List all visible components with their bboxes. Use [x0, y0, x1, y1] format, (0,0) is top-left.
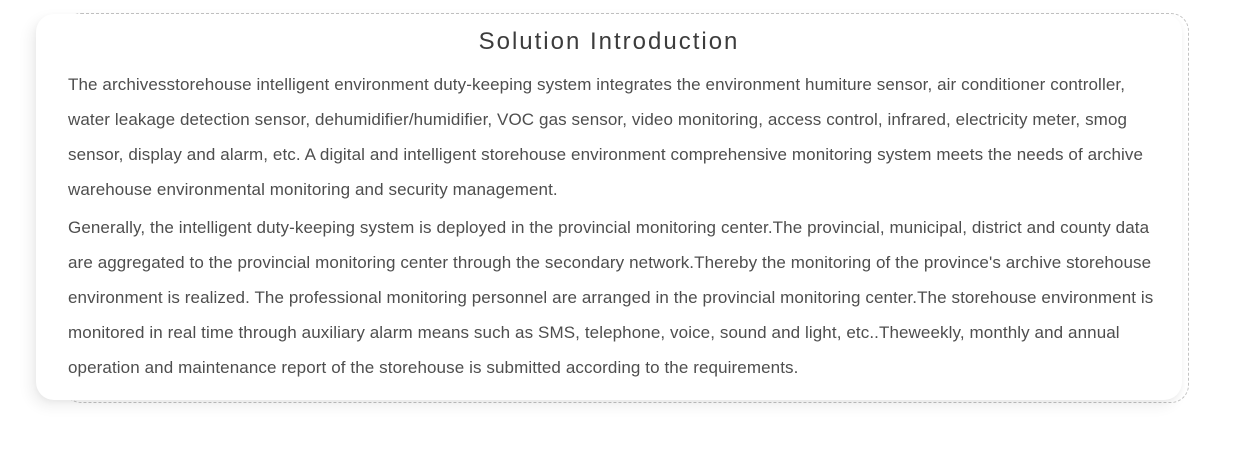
intro-paragraph-system-integration: The archivesstorehouse intelligent environment duty-keeping system integrates the environment humiture sensor, air conditioner controller, water leakage detection sensor, dehumidifier/humidifier, VOC gas sensor, video monitoring, access control, infrared, electricity meter, smog sensor, display and alarm, etc. A digital and intelligent storehouse environment comprehensive monitoring system meets the needs of archive warehouse environmental monitoring and security management.: [68, 75, 1144, 199]
solution-intro-card: [36, 14, 1182, 400]
section-title: Solution Introduction: [478, 28, 740, 55]
intro-paragraph-deployment: Generally, the intelligent duty-keeping system is deployed in the provincial monitoring center.The provincial, municipal, district and county data are aggregated to the provincial monitoring center through the secondary network.Thereby the monitoring of the province's archive storehouse environment is realized. The professional monitoring personnel are arranged in the provincial monitoring center.The storehouse environment is monitored in real time through auxiliary alarm means such as SMS, telephone, voice, sound and light, etc..Theweekly, monthly and annual operation and maintenance report of the storehouse is submitted according to the requirements.: [68, 218, 1154, 377]
section-body: [36, 57, 1182, 385]
